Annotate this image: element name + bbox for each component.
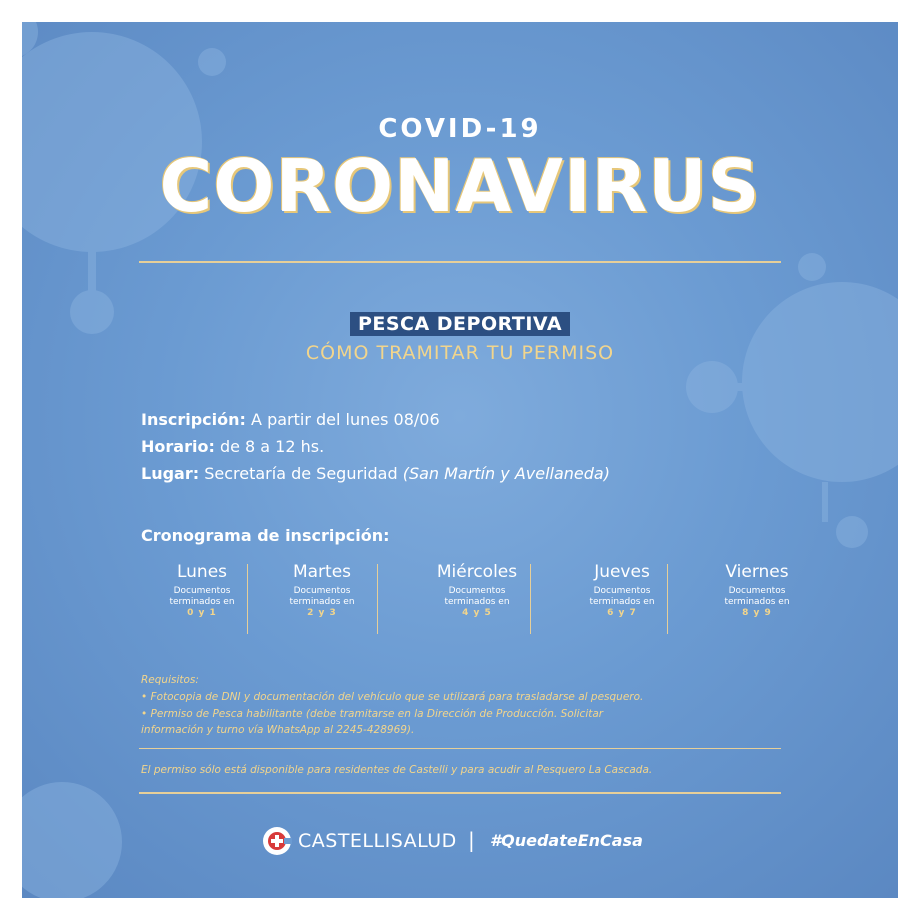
- topic-subtitle: CÓMO TRAMITAR TU PERMISO: [305, 342, 615, 364]
- day-text-line1: Documentos: [593, 586, 651, 596]
- day-digits: 4 y 5: [462, 608, 492, 618]
- day-text-line1: Documentos: [728, 586, 786, 596]
- day-digits: 2 y 3: [307, 608, 337, 618]
- day-separator: [247, 564, 248, 634]
- day-digits: 6 y 7: [607, 608, 637, 618]
- day-digits: 8 y 9: [742, 608, 772, 618]
- poster: [22, 22, 898, 898]
- day-name: Jueves: [594, 562, 650, 582]
- day-text-line2: terminados en: [169, 597, 235, 607]
- hours-label: Horario:: [141, 437, 215, 456]
- hours-value: de 8 a 12 hs.: [219, 437, 325, 456]
- registration-value: A partir del lunes 08/06: [251, 410, 440, 429]
- day-text-line2: terminados en: [444, 597, 510, 607]
- badge-wrapper: [22, 312, 898, 336]
- day-column-martes: [262, 562, 382, 619]
- location-note: (San Martín y Avellaneda): [402, 464, 610, 483]
- location-label: Lugar:: [141, 464, 200, 483]
- brand-name-bold: CASTELLI: [298, 830, 391, 852]
- schedule-hours-line: [141, 437, 324, 456]
- day-name: Miércoles: [436, 562, 518, 582]
- brand-name-thin: SALUD: [390, 830, 457, 852]
- footer: [22, 826, 898, 856]
- day-column-viernes: [692, 562, 822, 619]
- day-column-jueves: [562, 562, 682, 619]
- registration-line: [141, 410, 440, 429]
- divider-middle: [139, 748, 781, 749]
- day-text-line1: Documentos: [448, 586, 506, 596]
- day-name: Martes: [292, 562, 352, 582]
- topic-badge: PESCA DEPORTIVA: [350, 312, 570, 336]
- brand-name: [298, 830, 457, 852]
- requirement-item-permit: • Permiso de Pesca habilitante (debe tramitarse en la Dirección de Producción. Solicitar: [141, 708, 604, 720]
- day-text-line1: Documentos: [173, 586, 231, 596]
- day-separator: [667, 564, 668, 634]
- hashtag: #QuedateEnCasa: [490, 831, 643, 850]
- day-separator: [377, 564, 378, 634]
- covid-kicker: COVID-19: [378, 114, 542, 144]
- day-separator: [530, 564, 531, 634]
- day-text-line2: terminados en: [724, 597, 790, 607]
- requirement-item-dni: • Fotocopia de DNI y documentación del vehículo que se utilizará para trasladarse al pesquero.: [141, 691, 644, 703]
- registration-label: Inscripción:: [141, 410, 246, 429]
- day-text-line2: terminados en: [589, 597, 655, 607]
- divider-bottom: [139, 792, 781, 794]
- schedule-days: [137, 562, 790, 637]
- day-text-line1: Documentos: [293, 586, 351, 596]
- divider-top: [139, 261, 781, 263]
- day-name: Lunes: [176, 562, 228, 582]
- requirement-item-permit-cont: información y turno vía WhatsApp al 2245-428969).: [141, 724, 415, 736]
- day-digits: 0 y 1: [187, 608, 217, 618]
- day-name: Viernes: [725, 562, 789, 582]
- footer-separator: |: [468, 828, 475, 852]
- requirements-title: Requisitos:: [141, 674, 199, 686]
- location-line: [141, 464, 610, 483]
- day-column-miercoles: [412, 562, 542, 619]
- castelli-salud-logo-icon: [262, 826, 292, 856]
- schedule-title: Cronograma de inscripción:: [141, 526, 390, 545]
- day-text-line2: terminados en: [289, 597, 355, 607]
- main-title: CORONAVIRUS: [159, 144, 761, 228]
- availability-note: El permiso sólo está disponible para residentes de Castelli y para acudir al Pesquero La Cascada.: [141, 764, 653, 776]
- location-value: Secretaría de Seguridad: [204, 464, 398, 483]
